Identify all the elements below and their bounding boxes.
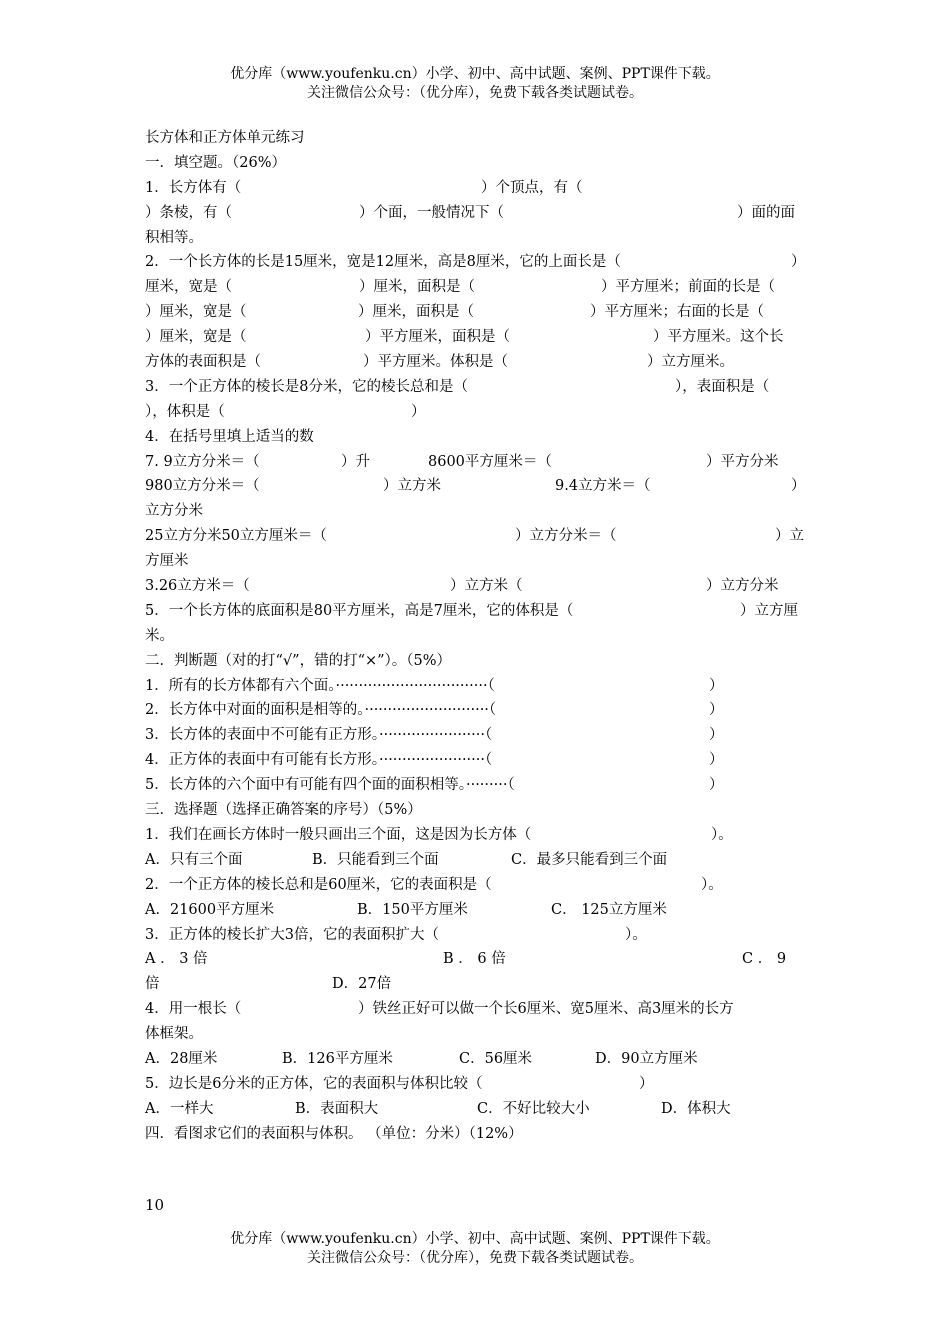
- page-header: [0, 65, 950, 103]
- footer-line-2: 关注微信公众号：（优分库），免费下载各类试题试卷。: [307, 1250, 643, 1266]
- section-3-heading: 三．选择题（选择正确答案的序号）（5%）: [145, 802, 422, 819]
- worksheet-body: [145, 126, 807, 1147]
- tf-item-3: 3．长方体的表面中不可能有正方形。·······················（ ）: [145, 727, 724, 744]
- s1-q4-row2-cont: 立方分米: [145, 503, 203, 520]
- s1-q1-line3: 积相等。: [145, 229, 203, 246]
- mc-q4-options: A．28厘米 B．126平方厘米 C．56厘米 D．90立方厘米: [145, 1050, 698, 1067]
- s1-q4-heading: 4．在括号里填上适当的数: [145, 428, 314, 445]
- mc-q2: 2．一个正方体的棱长总和是60厘米，它的表面积是（ ）。: [145, 876, 723, 893]
- s1-q4-row1: 7. 9立方分米＝（ ）升 8600平方厘米＝（ ）平方分米: [145, 453, 779, 470]
- s1-q5-line1: 5．一个长方体的底面积是80平方厘米，高是7厘米，它的体积是（ ）立方厘: [145, 602, 798, 619]
- s1-q3-line1: 3．一个正方体的棱长是8分米，它的棱长总和是（ ），表面积是（: [145, 378, 770, 395]
- header-line-2: 关注微信公众号：（优分库），免费下载各类试题试卷。: [307, 85, 643, 101]
- mc-q1: 1．我们在画长方体时一般只画出三个面，这是因为长方体（ ）。: [145, 826, 733, 843]
- mc-q3: 3．正方体的棱长扩大3倍，它的表面积扩大（ ）。: [145, 926, 647, 943]
- worksheet-title: 长方体和正方体单元练习: [145, 130, 305, 146]
- page-number: 10: [145, 1196, 165, 1214]
- s1-q2-line4: ）厘米，宽是（ ）平方厘米，面积是（ ）平方厘米。这个长: [145, 329, 784, 346]
- s1-q5-line2: 米。: [145, 627, 174, 644]
- mc-q5: 5．边长是6分米的正方体，它的表面积与体积比较（ ）: [145, 1075, 654, 1092]
- mc-q5-options: A．一样大 B．表面积大 C．不好比较大小 D．体积大: [145, 1100, 731, 1117]
- tf-item-4: 4．正方体的表面中有可能有长方形。·······················（ ）: [145, 752, 724, 769]
- tf-item-2: 2．长方体中对面的面积是相等的。···························（ ）: [145, 702, 724, 719]
- section-4-heading: 四．看图求它们的表面积与体积。 （单位：分米）（12%）: [145, 1125, 523, 1142]
- tf-item-1: 1．所有的长方体都有六个面。·································（ ）: [145, 677, 724, 694]
- section-2-heading: 二．判断题（对的打“√”，错的打“×”）。（5%）: [145, 652, 452, 669]
- footer-line-1: 优分库（www.youfenku.cn）小学、初中、高中试题、案例、PPT课件下载。: [230, 1231, 720, 1247]
- tf-item-5: 5．长方体的六个面中有可能有四个面的面积相等。·········（ ）: [145, 777, 724, 794]
- s1-q3-line2: ），体积是（ ）: [145, 403, 426, 420]
- s1-q4-row4: 3.26立方米＝（ ）立方米（ ）立方分米: [145, 578, 779, 595]
- mc-q1-options: A．只有三个面 B．只能看到三个面 C．最多只能看到三个面: [145, 851, 668, 868]
- s1-q1-line1: 1．长方体有（ ）个顶点，有（: [145, 179, 583, 196]
- header-line-1: 优分库（www.youfenku.cn）小学、初中、高中试题、案例、PPT课件下载。: [230, 66, 720, 82]
- s1-q4-row3: 25立方分米50立方厘米＝（ ）立方分米＝（ ）立: [145, 528, 804, 545]
- s1-q4-row3-cont: 方厘米: [145, 553, 189, 570]
- mc-q4-cont: 体框架。: [145, 1026, 203, 1043]
- s1-q4-row2: 980立方分米＝（ ）立方米 9.4立方米＝（ ）: [145, 478, 806, 495]
- mc-q3-options: A ． 3 倍 B ． 6 倍 C ． 9: [145, 951, 787, 968]
- s1-q2-line2: 厘米，宽是（ ）厘米，面积是（ ）平方厘米；前面的长是（: [145, 279, 775, 296]
- mc-q3-options-cont: 倍 D．27倍: [145, 976, 392, 993]
- mc-q2-options: A．21600平方厘米 B．150平方厘米 C． 125立方厘米: [145, 901, 667, 918]
- s1-q1-line2: ）条棱，有（ ）个面，一般情况下（ ）面的面: [145, 204, 795, 221]
- s1-q2-line1: 2．一个长方体的长是15厘米，宽是12厘米，高是8厘米，它的上面长是（ ）: [145, 254, 806, 271]
- page-footer: [0, 1230, 950, 1268]
- s1-q2-line5: 方体的表面积是（ ）平方厘米。体积是（ ）立方厘米。: [145, 354, 734, 371]
- mc-q4: 4．用一根长（ ）铁丝正好可以做一个长6厘米、宽5厘米、高3厘米的长方: [145, 1001, 734, 1018]
- s1-q2-line3: ）厘米，宽是（ ）厘米，面积是（ ）平方厘米；右面的长是（: [145, 304, 764, 321]
- section-1-heading: 一．填空题。（26%）: [145, 154, 286, 171]
